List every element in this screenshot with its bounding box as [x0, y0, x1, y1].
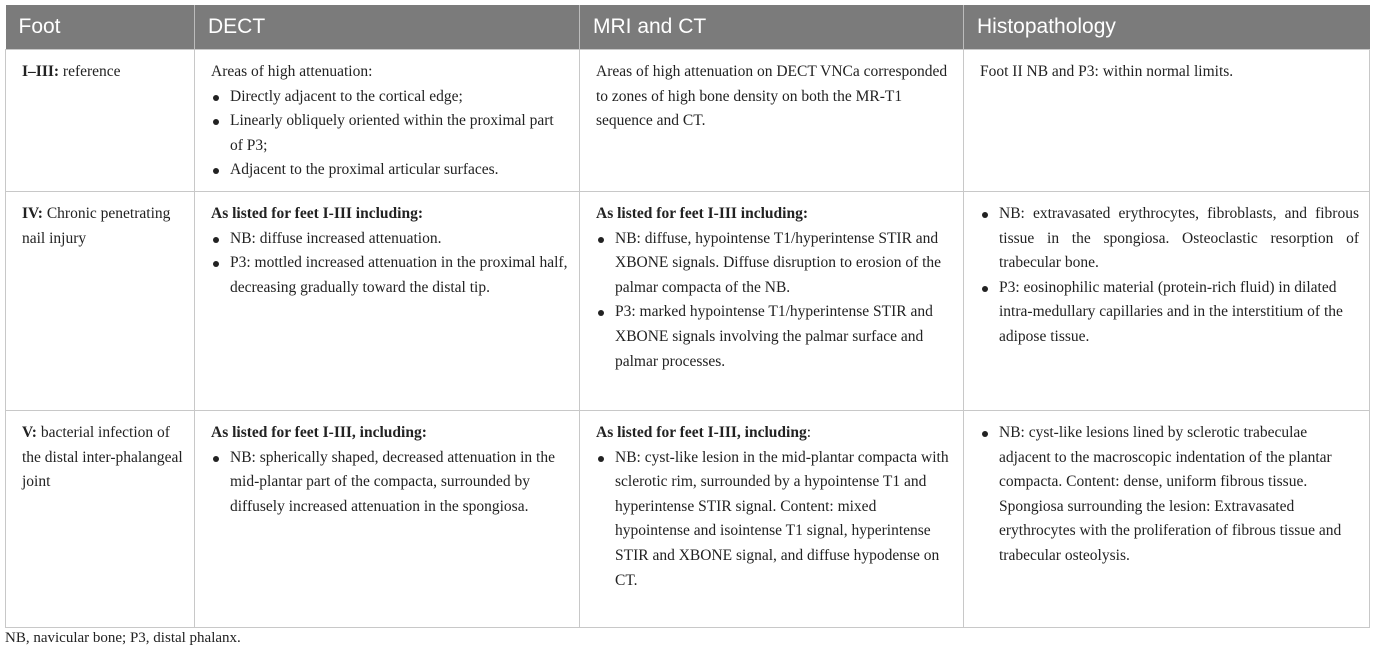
cell-dect — [195, 410, 580, 627]
foot-description: bacterial infection of the distal inter-phalangeal joint — [22, 423, 183, 491]
dect-list — [211, 85, 569, 183]
list-item: NB: spherically shaped, decreased attenuation in the mid-plantar part of the compacta, surrounded by diffusely increased attenuation in the spongiosa. — [211, 446, 569, 520]
cell-foot — [6, 50, 195, 192]
cell-mri-ct — [580, 50, 964, 192]
header-foot: Foot — [6, 5, 195, 50]
list-item: NB: extravasated erythrocytes, fibroblasts, and fibrous tissue in the spongiosa. Osteoclastic resorption of trabecular bone. — [980, 202, 1359, 276]
histo-list — [980, 421, 1359, 569]
table-row — [6, 410, 1370, 627]
mri-text: Areas of high attenuation on DECT VNCa corresponded to zones of high bone density on both the MR-T1 sequence and CT. — [596, 63, 948, 130]
cell-histopathology — [964, 50, 1370, 192]
header-histopathology: Histopathology — [964, 5, 1370, 50]
foot-label: IV: — [22, 204, 43, 222]
dect-list — [211, 227, 569, 301]
list-item: NB: diffuse, hypointense T1/hyperintense STIR and XBONE signals. Diffuse disruption to erosion of the palmar compacta of the NB. — [596, 227, 953, 301]
cell-histopathology — [964, 191, 1370, 410]
table-header — [6, 5, 1370, 50]
cell-mri-ct — [580, 410, 964, 627]
cell-mri-ct — [580, 191, 964, 410]
histo-list — [980, 202, 1359, 350]
list-item: P3: marked hypointense T1/hyperintense STIR and XBONE signals involving the palmar surface and palmar processes. — [596, 300, 953, 374]
list-item: Linearly obliquely oriented within the proximal part of P3; — [211, 109, 569, 158]
foot-label: V: — [22, 423, 37, 441]
list-item: NB: cyst-like lesion in the mid-plantar compacta with sclerotic rim, surrounded by a hypointense T1 and hyperintense STIR signal. Content: mixed hypointense and isointense T1 signal, hyperintense STIR and XBONE signal, and diffuse hypodense on CT. — [596, 446, 953, 594]
header-row — [6, 5, 1370, 50]
cell-histopathology — [964, 410, 1370, 627]
dect-list — [211, 446, 569, 520]
foot-label: I–III: — [22, 63, 60, 80]
mri-list — [596, 227, 953, 375]
mri-intro-rest: : — [806, 423, 812, 441]
mri-intro: As listed for feet I-III including: — [596, 204, 808, 222]
mri-intro — [596, 421, 953, 446]
foot-description: Chronic penetrating nail injury — [22, 204, 171, 247]
findings-table — [5, 5, 1370, 628]
histo-text: Foot II NB and P3: within normal limits. — [980, 63, 1234, 80]
list-item: P3: eosinophilic material (protein-rich fluid) in dilated intra-medullary capillaries and in the interstitium of the adipose tissue. — [980, 276, 1359, 350]
table-footnote: NB, navicular bone; P3, distal phalanx. — [5, 630, 241, 646]
dect-intro: Areas of high attenuation: — [211, 63, 373, 80]
list-item: NB: cyst-like lesions lined by sclerotic trabeculae adjacent to the macroscopic indentation of the plantar compacta. Content: dense, uniform fibrous tissue. Spongiosa surrounding the lesion: Extravasated erythrocytes with the proliferation of fibrous tissue and trabecular osteolysis. — [980, 421, 1359, 569]
list-item: P3: mottled increased attenuation in the proximal half, decreasing gradually toward the distal tip. — [211, 251, 569, 300]
foot-description: reference — [59, 63, 121, 80]
table-row — [6, 50, 1370, 192]
header-dect: DECT — [195, 5, 580, 50]
dect-intro: As listed for feet I-III, including: — [211, 423, 427, 441]
mri-intro-bold: As listed for feet I-III, including — [596, 423, 807, 441]
table-body — [6, 50, 1370, 628]
list-item: NB: diffuse increased attenuation. — [211, 227, 569, 252]
cell-foot — [6, 191, 195, 410]
list-item: Directly adjacent to the cortical edge; — [211, 85, 569, 110]
cell-foot — [6, 410, 195, 627]
mri-list — [596, 446, 953, 594]
table-row — [6, 191, 1370, 410]
dect-intro: As listed for feet I-III including: — [211, 204, 423, 222]
list-item: Adjacent to the proximal articular surfaces. — [211, 158, 569, 183]
header-mri-ct: MRI and CT — [580, 5, 964, 50]
cell-dect — [195, 50, 580, 192]
cell-dect — [195, 191, 580, 410]
